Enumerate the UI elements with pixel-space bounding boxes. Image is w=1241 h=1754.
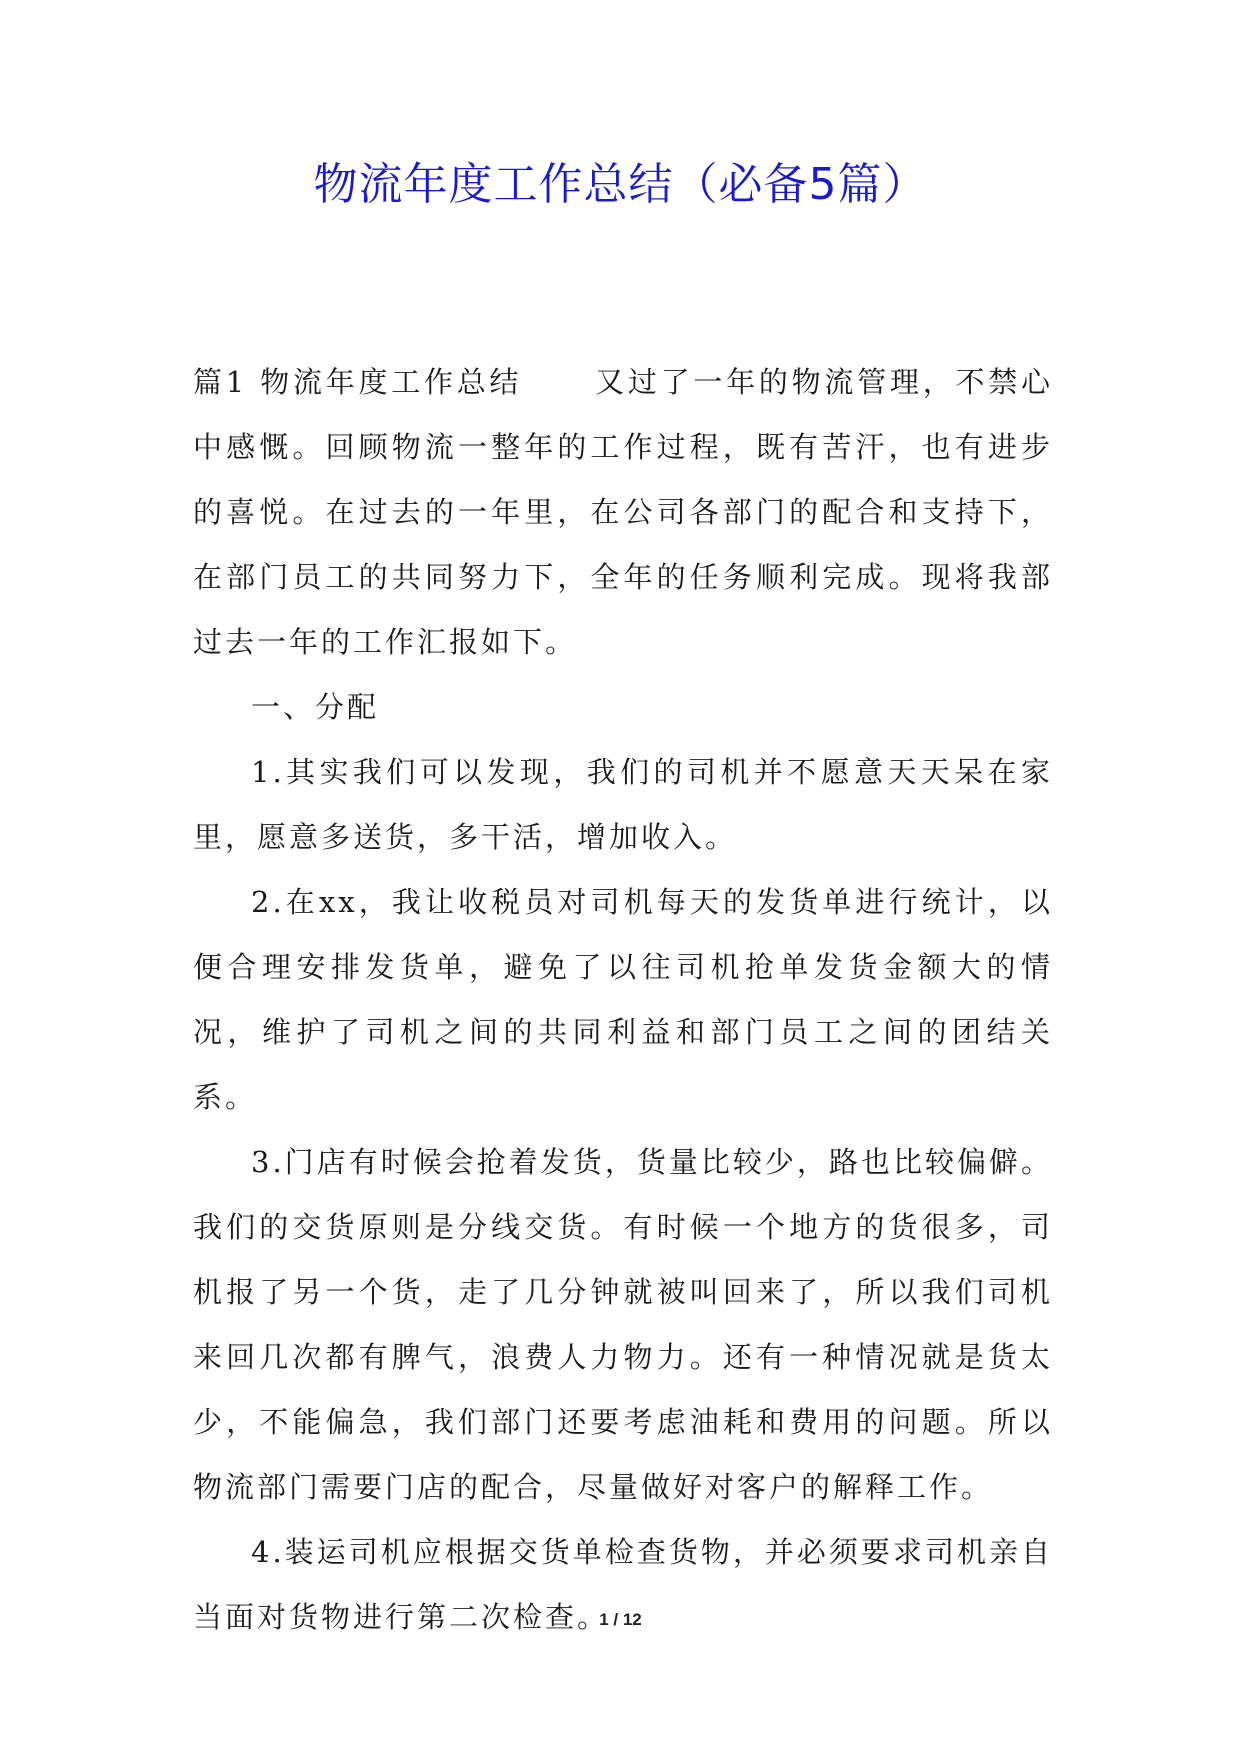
list-item: 1.其实我们可以发现，我们的司机并不愿意天天呆在家里，愿意多送货，多干活，增加收入。 [193, 755, 1053, 854]
list-item: 4.装运司机应根据交货单检查货物，并必须要求司机亲自当面对货物进行第二次检查。 [193, 1535, 1053, 1634]
intro-paragraph [193, 350, 1053, 675]
document-body [193, 350, 1053, 1650]
intro-text: 又过了一年的物流管理，不禁心中感慨。回顾物流一整年的工作过程，既有苦汗，也有进步的喜悦。在过去的一年里，在公司各部门的配合和支持下，在部门员工的共同努力下，全年的任务顺利完成。现将我部过去一年的工作汇报如下。 [193, 365, 1053, 659]
page-number: 1 / 12 [599, 1610, 642, 1629]
section-heading: 一、分配 [251, 690, 380, 724]
intro-heading: 篇1 物流年度工作总结 [193, 365, 523, 399]
list-item: 2.在xx，我让收税员对司机每天的发货单进行统计，以便合理安排发货单，避免了以往司机抢单发货金额大的情况，维护了司机之间的共同利益和部门员工之间的团结关系。 [193, 885, 1053, 1114]
list-item: 3.门店有时候会抢着发货，货量比较少，路也比较偏僻。我们的交货原则是分线交货。有时候一个地方的货很多，司机报了另一个货，走了几分钟就被叫回来了，所以我们司机来回几次都有脾气，浪费人力物力。还有一种情况就是货太少，不能偏急，我们部门还要考虑油耗和费用的问题。所以物流部门需要门店的配合，尽量做好对客户的解释工作。 [193, 1145, 1053, 1504]
document-title: 物流年度工作总结（必备5篇） [313, 159, 928, 210]
